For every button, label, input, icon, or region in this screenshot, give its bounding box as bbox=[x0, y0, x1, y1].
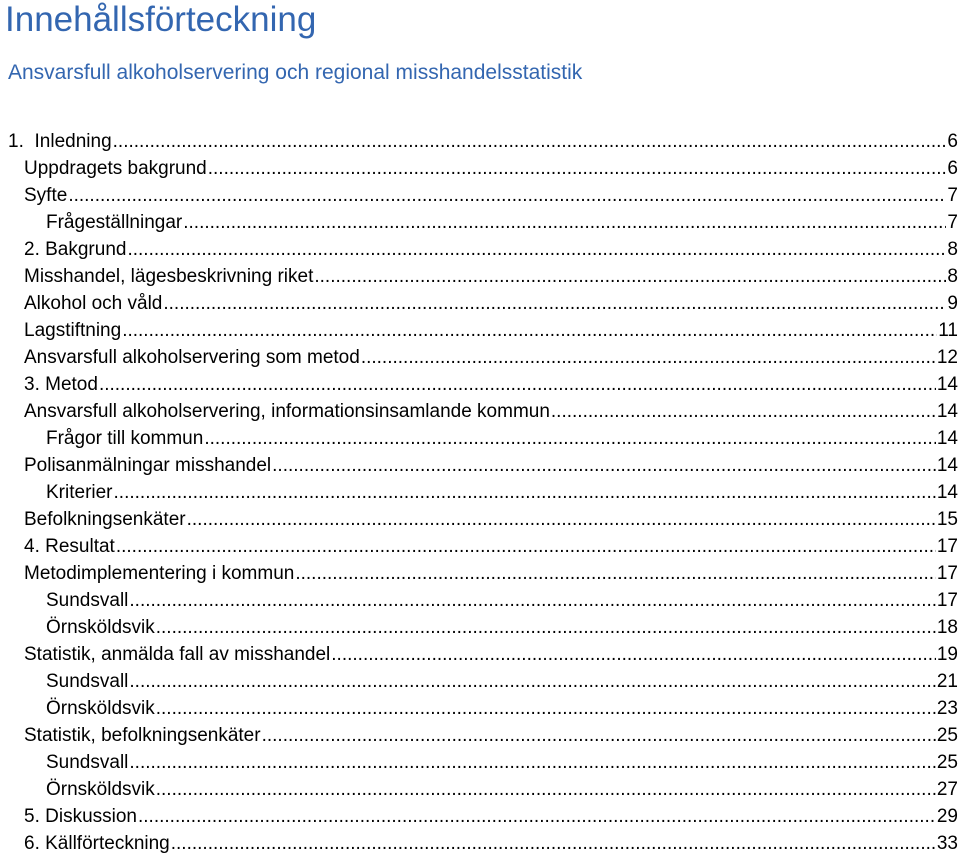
toc-dot-leader bbox=[551, 398, 936, 425]
toc-dot-leader bbox=[262, 722, 936, 749]
toc-dot-leader bbox=[314, 263, 946, 290]
toc-entry-page-number: 29 bbox=[936, 806, 958, 827]
toc-entry[interactable] bbox=[0, 317, 960, 344]
toc-entry-page-number: 8 bbox=[947, 266, 958, 287]
toc-entry-page-number: 6 bbox=[947, 131, 958, 152]
toc-entry[interactable] bbox=[0, 209, 960, 236]
toc-dot-leader bbox=[129, 587, 935, 614]
toc-entry[interactable] bbox=[0, 722, 960, 749]
toc-entry-title: Sundsvall bbox=[46, 671, 129, 692]
toc-entry-page-number: 14 bbox=[936, 428, 958, 449]
toc-entry-title: Syfte bbox=[24, 185, 68, 206]
page-title: Innehållsförteckning bbox=[5, 0, 317, 39]
toc-entry[interactable] bbox=[0, 236, 960, 263]
toc-entry[interactable] bbox=[0, 182, 960, 209]
toc-dot-leader bbox=[156, 695, 936, 722]
toc-entry[interactable] bbox=[0, 560, 960, 587]
toc-dot-leader bbox=[113, 128, 947, 155]
toc-dot-leader bbox=[295, 560, 936, 587]
toc-entry-page-number: 9 bbox=[947, 293, 958, 314]
toc-entry-title: Sundsvall bbox=[46, 590, 129, 611]
toc-entry-title: Misshandel, lägesbeskrivning riket bbox=[24, 266, 314, 287]
toc-entry-title: Frågor till kommun bbox=[46, 428, 204, 449]
toc-entry-title: 5. Diskussion bbox=[24, 806, 137, 827]
toc-entry[interactable] bbox=[0, 668, 960, 695]
toc-entry-title: Alkohol och våld bbox=[24, 293, 163, 314]
toc-dot-leader bbox=[127, 236, 946, 263]
toc-entry[interactable] bbox=[0, 479, 960, 506]
toc-entry[interactable] bbox=[0, 398, 960, 425]
toc-entry-page-number: 7 bbox=[947, 212, 958, 233]
toc-entry[interactable] bbox=[0, 506, 960, 533]
toc-entry[interactable] bbox=[0, 263, 960, 290]
toc-dot-leader bbox=[272, 452, 936, 479]
toc-dot-leader bbox=[331, 641, 936, 668]
toc-entry-page-number: 17 bbox=[936, 563, 958, 584]
toc-dot-leader bbox=[204, 425, 936, 452]
toc-entry[interactable] bbox=[0, 614, 960, 641]
toc-dot-leader bbox=[156, 776, 936, 803]
toc-entry[interactable] bbox=[0, 533, 960, 560]
toc-dot-leader bbox=[171, 830, 936, 857]
toc-entry-page-number: 8 bbox=[947, 239, 958, 260]
toc-entry-title: Örnsköldsvik bbox=[46, 779, 155, 800]
toc-dot-leader bbox=[129, 749, 935, 776]
toc-dot-leader bbox=[99, 371, 936, 398]
toc-entry-title: Befolkningsenkäter bbox=[24, 509, 186, 530]
toc-entry[interactable] bbox=[0, 155, 960, 182]
toc-entry[interactable] bbox=[0, 776, 960, 803]
toc-entry-page-number: 12 bbox=[936, 347, 958, 368]
toc-entry-title: Kriterier bbox=[46, 482, 113, 503]
toc-entry-page-number: 23 bbox=[936, 698, 958, 719]
toc-entry-page-number: 7 bbox=[947, 185, 958, 206]
toc-entry-page-number: 15 bbox=[936, 509, 958, 530]
toc-entry[interactable] bbox=[0, 641, 960, 668]
toc-entry[interactable] bbox=[0, 695, 960, 722]
toc-entry-page-number: 33 bbox=[936, 833, 958, 854]
toc-entry-title: Metodimplementering i kommun bbox=[24, 563, 295, 584]
toc-dot-leader bbox=[163, 290, 946, 317]
toc-entry-title: Ansvarsfull alkoholservering, informationsinsamlande kommun bbox=[24, 401, 550, 422]
toc-entry-page-number: 17 bbox=[936, 590, 958, 611]
toc-entry-number: 1. bbox=[8, 131, 24, 152]
toc-entry-title: 3. Metod bbox=[24, 374, 98, 395]
toc-dot-leader bbox=[208, 155, 947, 182]
toc-entry[interactable] bbox=[0, 587, 960, 614]
toc-entry[interactable] bbox=[0, 830, 960, 857]
toc-entry-title: Örnsköldsvik bbox=[46, 698, 155, 719]
toc-entry-title: Statistik, befolkningsenkäter bbox=[24, 725, 261, 746]
toc-entry-page-number: 17 bbox=[936, 536, 958, 557]
toc-dot-leader bbox=[183, 209, 946, 236]
toc-entry[interactable] bbox=[0, 371, 960, 398]
toc-dot-leader bbox=[138, 803, 936, 830]
toc-entry-page-number: 6 bbox=[947, 158, 958, 179]
toc-entry-title: Lagstiftning bbox=[24, 320, 122, 341]
toc-entry[interactable] bbox=[0, 749, 960, 776]
toc-entry[interactable] bbox=[0, 425, 960, 452]
toc-entry-title: 2. Bakgrund bbox=[24, 239, 127, 260]
table-of-contents bbox=[0, 128, 960, 857]
toc-dot-leader bbox=[361, 344, 936, 371]
toc-entry-title: Sundsvall bbox=[46, 752, 129, 773]
toc-entry-title: Statistik, anmälda fall av misshandel bbox=[24, 644, 331, 665]
toc-entry[interactable] bbox=[0, 344, 960, 371]
toc-entry-page-number: 14 bbox=[936, 455, 958, 476]
toc-entry-page-number: 21 bbox=[936, 671, 958, 692]
toc-entry-title: Inledning bbox=[34, 131, 112, 152]
toc-entry-page-number: 14 bbox=[936, 374, 958, 395]
toc-entry-page-number: 25 bbox=[936, 752, 958, 773]
toc-entry-page-number: 14 bbox=[936, 482, 958, 503]
toc-entry-title: Polisanmälningar misshandel bbox=[24, 455, 272, 476]
toc-entry-page-number: 19 bbox=[936, 644, 958, 665]
toc-entry[interactable] bbox=[0, 290, 960, 317]
toc-entry-title: Ansvarsfull alkoholservering som metod bbox=[24, 347, 360, 368]
toc-entry-title: Örnsköldsvik bbox=[46, 617, 155, 638]
toc-dot-leader bbox=[114, 479, 936, 506]
toc-entry-title: Uppdragets bakgrund bbox=[24, 158, 207, 179]
page-subtitle: Ansvarsfull alkoholservering och regional misshandelsstatistik bbox=[8, 61, 583, 84]
toc-entry-page-number: 25 bbox=[936, 725, 958, 746]
toc-entry-title: 6. Källförteckning bbox=[24, 833, 170, 854]
toc-dot-leader bbox=[68, 182, 946, 209]
toc-entry-page-number: 18 bbox=[936, 617, 958, 638]
toc-dot-leader bbox=[129, 668, 935, 695]
toc-entry-page-number: 14 bbox=[936, 401, 958, 422]
toc-dot-leader bbox=[116, 533, 936, 560]
toc-dot-leader bbox=[156, 614, 936, 641]
toc-entry[interactable] bbox=[0, 452, 960, 479]
toc-entry-page-number: 11 bbox=[938, 320, 958, 341]
toc-entry-page-number: 27 bbox=[936, 779, 958, 800]
toc-dot-leader bbox=[187, 506, 936, 533]
toc-dot-leader bbox=[122, 317, 937, 344]
toc-entry-title: 4. Resultat bbox=[24, 536, 115, 557]
toc-entry[interactable] bbox=[0, 803, 960, 830]
toc-entry-title: Frågeställningar bbox=[46, 212, 183, 233]
toc-entry[interactable] bbox=[0, 128, 960, 155]
